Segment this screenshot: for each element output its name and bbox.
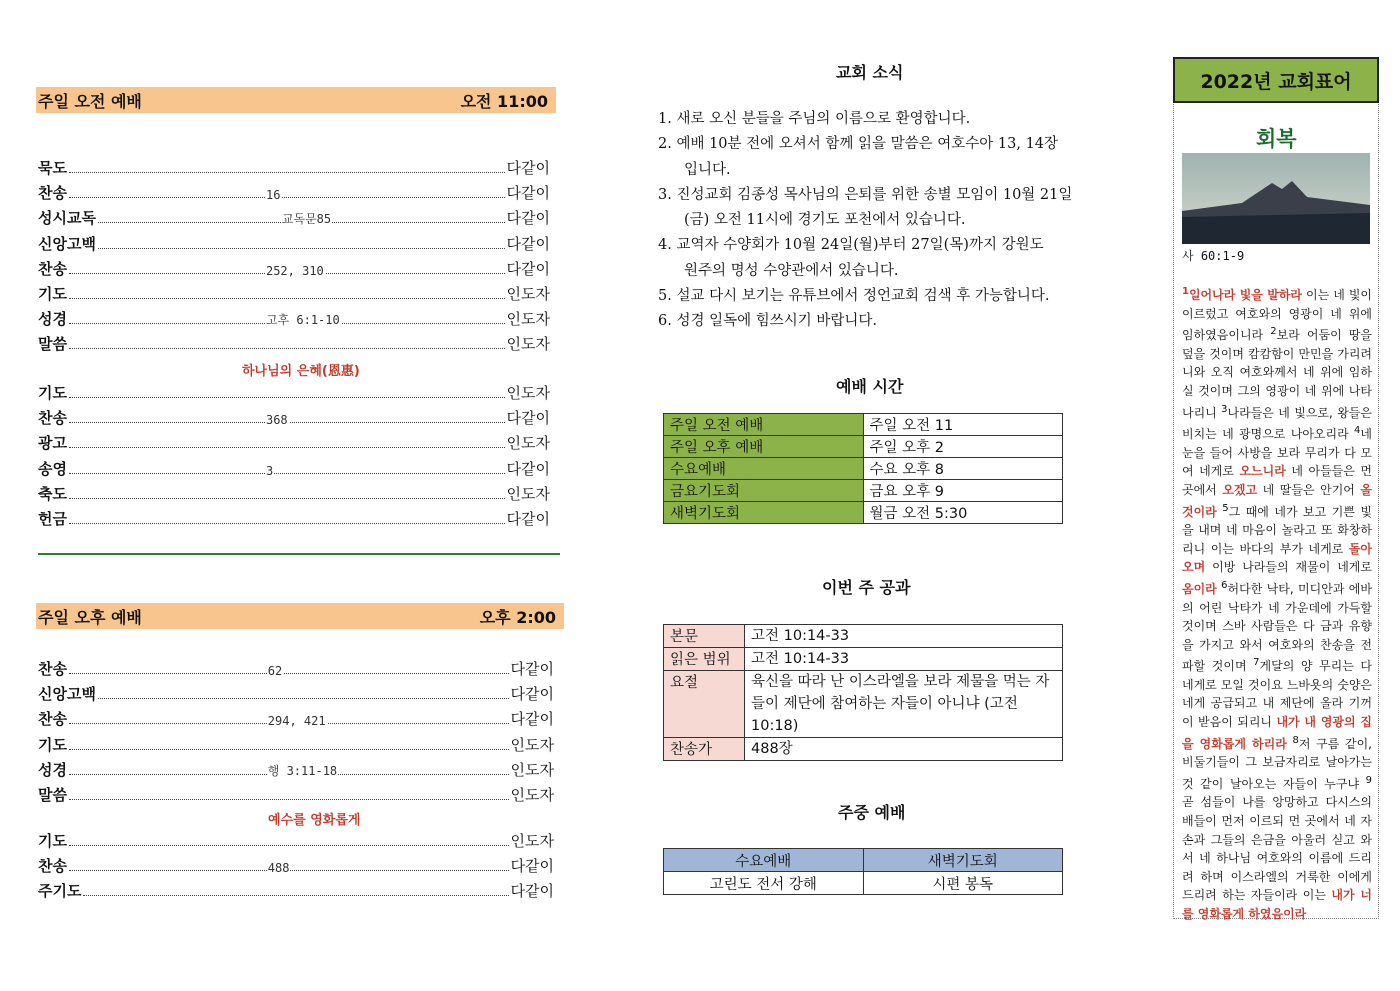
- news-title: 교회 소식: [836, 63, 904, 82]
- news-item: 3. 진성교회 김종성 목사님의 은퇴를 위한 송별 모임이 10월 21일: [658, 186, 1073, 203]
- order-item-leader: 인도자: [506, 484, 550, 503]
- motto-banner: [1173, 57, 1379, 103]
- dot-leader: [69, 749, 509, 750]
- section-divider: [38, 553, 560, 555]
- dot-leader: [69, 664, 509, 678]
- schedule-time: 금요 오후 9: [863, 480, 1063, 502]
- order-row: [38, 282, 550, 304]
- dot-leader: [98, 212, 505, 227]
- lesson-label: 요절: [664, 671, 745, 738]
- schedule-table: [663, 413, 1063, 524]
- news-item: 2. 예배 10분 전에 오셔서 함께 읽을 말씀은 여호수아 13, 14장: [658, 136, 1059, 153]
- order-item-name: 신앙고백: [38, 685, 96, 704]
- order-item-detail: 488: [267, 861, 290, 875]
- order-item-detail: 행 3:11-18: [267, 763, 338, 778]
- order-row: [38, 733, 554, 755]
- order-row: [38, 682, 554, 704]
- schedule-service: 수요예배: [664, 458, 864, 480]
- order-item-name: 헌금: [38, 510, 67, 528]
- order-item-leader: 다같이: [506, 159, 550, 177]
- order-item-detail: 368: [265, 413, 288, 428]
- order-item-leader: 인도자: [506, 310, 550, 329]
- schedule-service: 주일 오전 예배: [664, 414, 864, 436]
- order-item-name: 찬송: [38, 409, 67, 428]
- schedule-row: [664, 458, 1063, 480]
- news-item: 5. 설교 다시 보기는 유튜브에서 정언교회 검색 후 가능합니다.: [658, 288, 1050, 305]
- schedule-service: 주일 오후 예배: [664, 436, 864, 458]
- afternoon-service-title: 주일 오후 예배: [38, 607, 142, 627]
- dot-leader: [69, 498, 505, 499]
- dot-leader: [69, 298, 505, 299]
- dot-leader: [69, 861, 509, 875]
- order-item-name: 찬송: [38, 259, 67, 278]
- motto-year-title: 2022년 교회표어: [1200, 70, 1352, 93]
- order-row: [38, 457, 550, 479]
- order-item-name: 찬송: [38, 660, 67, 678]
- dot-leader: [69, 413, 505, 428]
- midweek-header: 새벽기도회: [863, 849, 1063, 872]
- motto-word: 회복: [1256, 127, 1297, 151]
- lesson-label: 찬송가: [664, 738, 745, 761]
- lesson-value: 고전 10:14-33: [745, 648, 1063, 671]
- lesson-value: 고전 10:14-33: [745, 625, 1063, 648]
- schedule-time: 주일 오전 11: [863, 414, 1063, 436]
- order-item-leader: 인도자: [510, 735, 554, 754]
- news-item: 입니다.: [684, 161, 731, 178]
- order-item-detail: 3: [265, 463, 274, 478]
- dot-leader: [69, 845, 509, 846]
- order-row: [38, 507, 550, 529]
- order-row: [38, 332, 550, 354]
- order-item-leader: 다같이: [506, 409, 550, 428]
- news-item: 원주의 명성 수양관에서 있습니다.: [684, 262, 899, 279]
- order-item-leader: 다같이: [506, 510, 550, 528]
- lesson-title: 이번 주 공과: [822, 578, 911, 597]
- order-item-leader: 인도자: [506, 384, 550, 402]
- order-row: [38, 206, 550, 228]
- order-item-name: 축도: [38, 484, 67, 503]
- morning-sermon-title: 하나님의 은혜(恩惠): [242, 364, 360, 379]
- order-item-leader: 다같이: [506, 184, 550, 203]
- afternoon-service-header: [36, 603, 564, 629]
- order-row: [38, 482, 550, 504]
- dot-leader: [69, 263, 505, 278]
- order-row: [38, 783, 554, 805]
- dot-leader: [69, 523, 505, 524]
- order-item-detail: 252, 310: [265, 263, 324, 278]
- order-item-leader: 다같이: [506, 259, 550, 278]
- order-item-detail: 교독문85: [281, 212, 332, 227]
- midweek-title: 주중 예배: [838, 803, 906, 822]
- order-item-detail: 고후 6:1-10: [265, 313, 340, 328]
- order-row: [38, 307, 550, 329]
- lesson-table: [663, 624, 1063, 761]
- dot-leader: [83, 895, 508, 896]
- order-item-name: 말씀: [38, 786, 67, 804]
- order-item-name: 송영: [38, 459, 67, 478]
- order-item-detail: 294, 421: [267, 714, 326, 729]
- order-row: [38, 181, 550, 203]
- news-item: 4. 교역자 수양회가 10월 24일(월)부터 27일(목)까지 강원도: [658, 237, 1044, 254]
- lesson-row: [664, 738, 1063, 761]
- order-item-leader: 인도자: [506, 335, 550, 354]
- schedule-time: 주일 오후 2: [863, 436, 1063, 458]
- order-item-name: 말씀: [38, 335, 67, 354]
- schedule-time: 월금 오전 5:30: [863, 502, 1063, 524]
- order-item-leader: 인도자: [506, 285, 550, 303]
- order-item-name: 성경: [38, 760, 67, 779]
- order-item-name: 찬송: [38, 710, 67, 729]
- motto-verse: $^1$일어나라 빛을 발하라 이는 네 빛이 이르렀고 여호와의 영광이 네 위에 임하였음이니라 $^2$보라 어둠이 땅을 덮을 것이며 캄캄함이 만민을 가리려니와 오직 여호와께서 네 위에 임하실 것이며 그의 영광이 네 위에 나타나리니 $^3$나라들은 네 빛으로, 왕들은 비치는 네 광명으로 나아오리라 $^4$네 눈을 들어 사방을 보라 무리가 다 모여 네게로 오느니라 네 아들들은 먼 곳에서 오겠고 네 딸들은 안기어 올 것이라 $^5$그 때에 네가 보고 기쁜 빛을 내며 네 마음이 놀라고 또 화창하리니 이는 바다의 부가 네게로 돌아오며 이방 나라들의 재물이 네게로 옴이라 $^6$허다한 낙타, 미디안과 에바의 어린 낙타가 네 가운데에 가득할 것이며 스바 사람들은 다 금과 유향을 가지고 와서 여호와의 찬송을 전파할 것이며 $^7$게달의 양 무리는 다 네게로 모일 것이요 느바욧의 숫양은 네게 공급되고 내 제단에 올라 기꺼이 받음이 되리니 내가 내 영광의 집을 영화롭게 하리라 $^8$저 구름 같이, 비둘기들이 그 보금자리로 날아가는 것 같이 날아오는 자들이 누구냐 $^9$ 곧 섬들이 나를 앙망하고 다시스의 배들이 먼저 이르되 먼 곳에서 네 자손과 그들의 은금을 아울러 싣고 와서 네 하나님 여호와의 이름에 드리려 하며 이스라엘의 거룩한 이에게 드리려 하는 자들이라 이는 내가 너를 영화롭게 하였음이라: [1182, 286, 1373, 921]
- lesson-value: 488장: [745, 738, 1063, 761]
- motto-reference: 사 60:1-9: [1182, 249, 1245, 263]
- news-item: 1. 새로 오신 분들을 주님의 이름으로 환영합니다.: [658, 111, 971, 127]
- order-item-leader: 인도자: [510, 786, 554, 804]
- morning-service-time: 오전 11:00: [460, 91, 548, 111]
- dot-leader: [69, 714, 509, 729]
- schedule-row: [664, 502, 1063, 524]
- dot-leader: [69, 348, 505, 349]
- order-item-leader: 다같이: [510, 660, 554, 678]
- order-item-leader: 다같이: [510, 685, 554, 704]
- order-item-name: 기도: [38, 735, 67, 754]
- dot-leader: [69, 172, 505, 173]
- order-row: [38, 657, 554, 679]
- order-item-name: 찬송: [38, 857, 67, 875]
- schedule-service: 새벽기도회: [664, 502, 864, 524]
- lesson-row: [664, 671, 1063, 738]
- dot-leader: [69, 799, 509, 800]
- midweek-value: 시편 봉독: [863, 872, 1063, 895]
- dot-leader: [69, 313, 505, 328]
- order-row: [38, 758, 554, 780]
- order-item-leader: 다같이: [506, 459, 550, 478]
- schedule-row: [664, 436, 1063, 458]
- order-item-name: 성경: [38, 310, 67, 329]
- order-item-leader: 다같이: [510, 710, 554, 729]
- dot-leader: [98, 248, 505, 249]
- order-item-name: 묵도: [38, 159, 67, 177]
- morning-service-title: 주일 오전 예배: [38, 91, 142, 111]
- afternoon-service-time: 오후 2:00: [479, 607, 556, 627]
- dot-leader: [69, 447, 505, 448]
- order-item-leader: 인도자: [510, 760, 554, 779]
- morning-service-header: [36, 87, 556, 113]
- order-item-detail: 62: [267, 664, 283, 678]
- order-row: [38, 381, 550, 403]
- order-row: [38, 854, 554, 876]
- schedule-row: [664, 480, 1063, 502]
- order-item-name: 신앙고백: [38, 234, 96, 253]
- afternoon-sermon-title: 예수를 영화롭게: [268, 813, 361, 828]
- order-item-name: 성시교독: [38, 209, 96, 228]
- lesson-label: 읽은 범위: [664, 648, 745, 671]
- lesson-row: [664, 625, 1063, 648]
- order-row: [38, 707, 554, 729]
- dot-leader: [69, 397, 505, 398]
- order-row: [38, 431, 550, 453]
- schedule-time: 수요 오후 8: [863, 458, 1063, 480]
- order-item-name: 기도: [38, 384, 67, 402]
- midweek-header: 수요예배: [664, 849, 864, 872]
- order-item-leader: 다같이: [506, 234, 550, 253]
- news-item: 6. 성경 일독에 힘쓰시기 바랍니다.: [658, 313, 877, 330]
- order-item-name: 기도: [38, 285, 67, 303]
- schedule-row: [664, 414, 1063, 436]
- dot-leader: [69, 188, 505, 203]
- lesson-value: 육신을 따라 난 이스라엘을 보라 제물을 먹는 자들이 제단에 참여하는 자들이 아니냐 (고전 10:18): [745, 671, 1063, 738]
- dot-leader: [69, 763, 509, 778]
- order-item-leader: 인도자: [510, 832, 554, 850]
- schedule-title: 예배 시간: [836, 377, 904, 396]
- order-row: [38, 156, 550, 178]
- midweek-table: [663, 848, 1063, 895]
- order-row: [38, 829, 554, 851]
- schedule-service: 금요기도회: [664, 480, 864, 502]
- dot-leader: [98, 698, 509, 699]
- order-item-name: 기도: [38, 832, 67, 850]
- lesson-row: [664, 648, 1063, 671]
- order-item-name: 주기도: [38, 882, 82, 900]
- order-item-name: 찬송: [38, 184, 67, 203]
- order-item-leader: 인도자: [506, 434, 550, 453]
- verse-red: $^1$일어나라 빛을 발하라: [1182, 286, 1303, 302]
- news-list: [658, 107, 1128, 335]
- lesson-label: 본문: [664, 625, 745, 648]
- order-item-name: 광고: [38, 434, 67, 453]
- order-row: [38, 257, 550, 279]
- midweek-value: 고린도 전서 강해: [664, 872, 864, 895]
- order-item-leader: 다같이: [510, 882, 554, 900]
- order-row: [38, 406, 550, 428]
- news-item: (금) 오전 11시에 경기도 포천에서 있습니다.: [684, 212, 966, 229]
- order-item-leader: 다같이: [510, 857, 554, 875]
- mountain-image: [1182, 153, 1370, 244]
- order-item-leader: 다같이: [506, 209, 550, 228]
- order-item-detail: 16: [265, 188, 281, 203]
- dot-leader: [69, 463, 505, 478]
- order-row: [38, 232, 550, 254]
- order-row: [38, 879, 554, 901]
